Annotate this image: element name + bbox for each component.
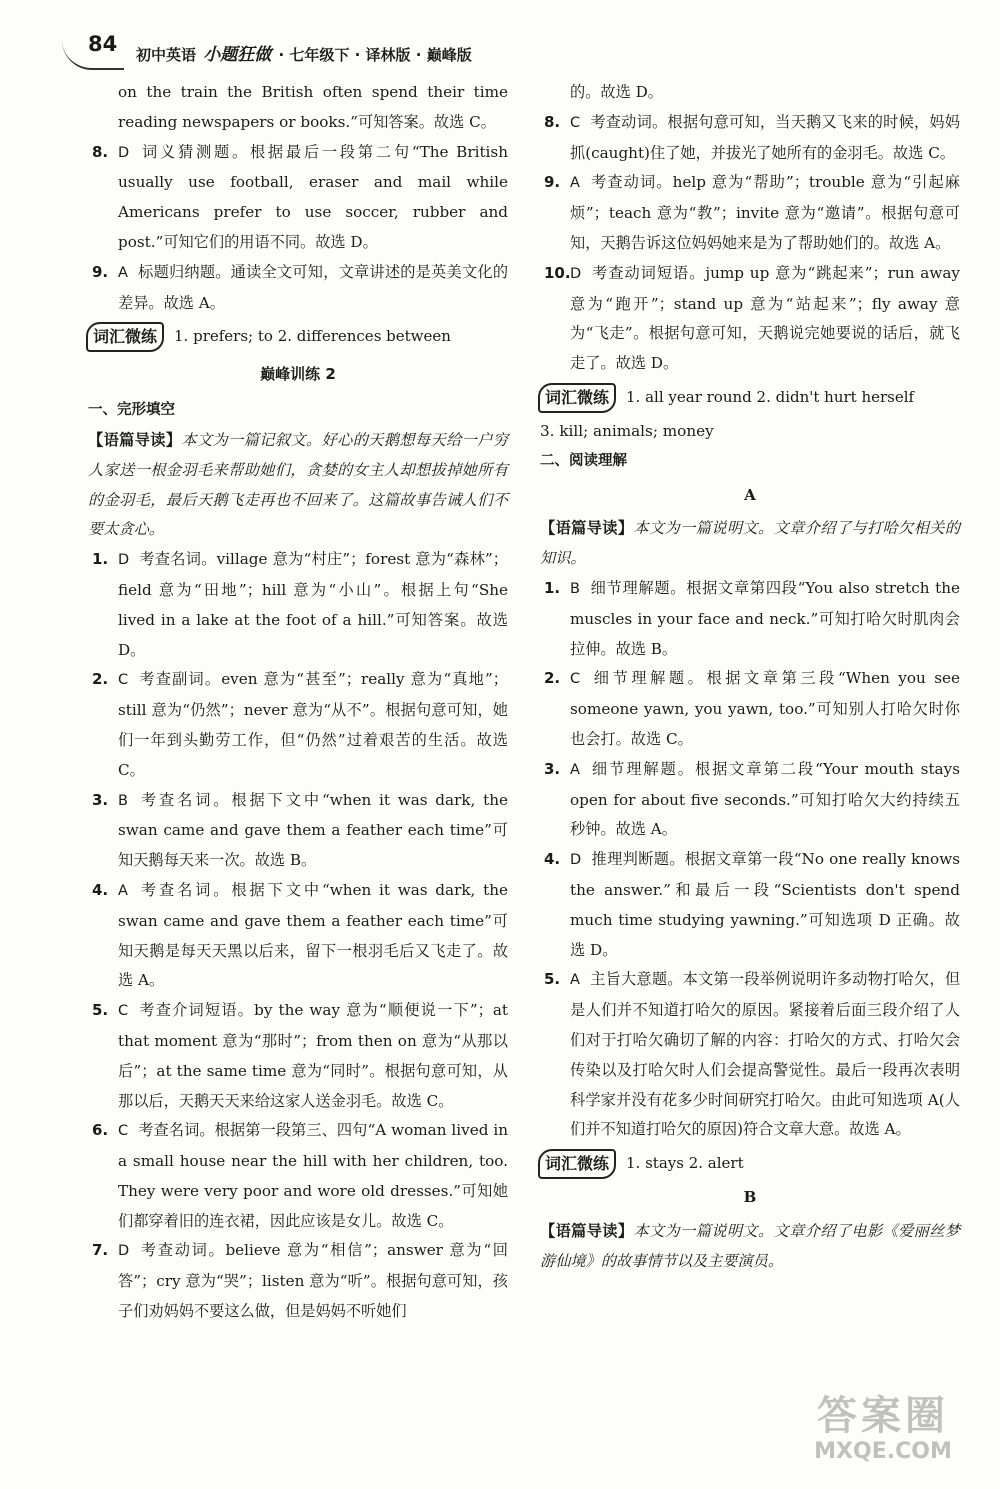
vocab-answers: 1. stays 2. alert [626, 1154, 744, 1173]
item-number: 1. [92, 550, 109, 569]
item-answer: A [118, 882, 128, 899]
vocab-answers: 1. prefers; to 2. differences between [174, 327, 451, 346]
guide-label: 【语篇导读】 [540, 519, 634, 538]
item-answer: D [118, 1243, 130, 1260]
continued-text: on the train the British often spend their time reading newspapers or books.”可知答案。故选 C。 [118, 83, 508, 131]
item-number: 1. [544, 578, 561, 597]
item-explanation: 考查名词。根据第一段第三、四句“A woman lived in a small house near the hill with her children, too. They were very poor and wore old dresses.”可知她们都穿着旧的连衣裙，因此应该是女儿。故选 C。 [118, 1121, 508, 1230]
left-column [88, 78, 508, 1327]
item-explanation: 考查介词短语。by the way 意为“顺便说一下”；at that moment 意为“那时”；from then on 意为“从那以后”；at the same time 意为“同时”。根据句意可知，从那以后，天鹅天天来给这家人送金羽毛。故选 C。 [118, 1001, 508, 1110]
item-number: 2. [92, 670, 109, 689]
vocab-practice [538, 383, 960, 413]
item-number: 4. [544, 850, 561, 869]
header-brand: 小题狂做 [203, 45, 272, 65]
item-number: 9. [544, 173, 561, 192]
item-number: 9. [92, 262, 109, 281]
guide-label: 【语篇导读】 [540, 1221, 634, 1240]
item-answer: A [570, 972, 580, 989]
item-answer: A [570, 761, 580, 778]
item-explanation: 考查名词。根据下文中“when it was dark, the swan came and gave them a feather each time”可知天鹅每天来一次。故选 B。 [118, 790, 508, 870]
item-explanation: 考查副词。even 意为“甚至”；really 意为“真地”；still 意为“仍然”；never 意为“从不”。根据句意可知，她们一年到头勤劳工作，但“仍然”过着艰苦的生活。故选 C。 [118, 670, 508, 779]
item-answer: C [570, 114, 581, 131]
item-explanation: 推理判断题。根据文章第一段“No one really knows the answer.”和最后一段“Scientists don't spend much time studying yawning.”可知选项 D 正确。故选 D。 [570, 850, 960, 959]
item-number: 8. [92, 142, 109, 161]
item-number: 6. [92, 1121, 109, 1140]
passage-label: A [744, 485, 756, 504]
item-explanation: 细节理解题。根据文章第二段“Your mouth stays open for about five seconds.”可知打哈欠大约持续五秒钟。故选 A。 [570, 759, 960, 839]
item-explanation: 考查动词短语。jump up 意为“跳起来”；run away 意为“跑开”；stand up 意为“站起来”；fly away 意为“飞走”。根据句意可知，天鹅说完她要说的话后，就飞走了。故选 D。 [570, 263, 960, 373]
watermark-bottom-text: MXQE.COM [814, 1439, 952, 1464]
answer-item [88, 545, 508, 665]
guide-text: 本文为一篇说明文。文章介绍了电影《爱丽丝梦游仙境》的故事情节以及主要演员。 [540, 1221, 961, 1270]
item-answer: D [118, 144, 130, 161]
answer-item [540, 574, 960, 664]
passage-label: B [743, 1188, 757, 1207]
item-number: 7. [92, 1241, 109, 1260]
guide-text: 本文为一篇说明文。文章介绍了与打哈欠相关的知识。 [540, 519, 961, 568]
vocab-practice [538, 1149, 960, 1179]
section-heading: 一、完形填空 [88, 402, 175, 419]
right-column [540, 78, 960, 1276]
item-answer: C [118, 1123, 129, 1140]
item-number: 5. [92, 1001, 109, 1020]
item-explanation: 主旨大意题。本文第一段举例说明许多动物打哈欠，但是人们并不知道打哈欠的原因。紧接着后面三段介绍了人们对于打哈欠确切了解的内容：打哈欠的方式、打哈欠会传染以及打哈欠时人们会提高警觉性。最后一段再次表明科学家并没有花多少时间研究打哈欠。由此可知选项 A(人们并不知道打哈欠的原因)符合文章大意。故选 A。 [570, 970, 960, 1139]
header-edition: · 七年级下 · 译林版 · 巅峰版 [278, 46, 472, 64]
practice-title: 巅峰训练 2 [260, 365, 336, 384]
answer-item [88, 665, 508, 785]
passage-guide [540, 1217, 960, 1277]
vocab-badge: 词汇微练 [538, 383, 616, 413]
item-answer: A [118, 264, 128, 281]
passage-guide [88, 426, 508, 545]
item-answer: D [570, 852, 582, 869]
item-answer: C [570, 671, 581, 688]
item-number: 5. [544, 970, 561, 989]
vocab-badge: 词汇微练 [86, 322, 164, 352]
answer-item [540, 259, 960, 379]
item-answer: C [118, 672, 129, 689]
page-header [60, 28, 960, 80]
answer-item [88, 138, 508, 258]
guide-label: 【语篇导读】 [88, 430, 182, 449]
answer-item [88, 786, 508, 876]
item-explanation: 细节理解题。根据文章第四段“You also stretch the muscles in your face and neck.”可知打哈欠时肌肉会拉伸。故选 B。 [570, 578, 960, 658]
continued-text: 的。故选 D。 [570, 83, 663, 101]
answer-item [88, 258, 508, 319]
passage-guide [540, 514, 960, 574]
item-answer: D [118, 552, 130, 569]
answer-item [540, 168, 960, 258]
item-answer: B [570, 580, 580, 597]
answer-item [540, 108, 960, 169]
header-subject: 初中英语 [136, 46, 197, 64]
answer-item [88, 876, 508, 996]
vocab-badge: 词汇微练 [538, 1149, 616, 1179]
item-number: 2. [544, 669, 561, 688]
answer-item [540, 664, 960, 754]
item-explanation: 考查动词。根据句意可知，当天鹅又飞来的时候，妈妈抓(caught)住了她，并拔光了她所有的金羽毛。故选 C。 [570, 112, 960, 162]
vocab-answers-line: 3. kill; animals; money [540, 421, 714, 440]
item-number: 8. [544, 112, 561, 131]
page-number: 84 [88, 32, 118, 56]
item-number: 3. [544, 759, 561, 778]
watermark-top-text: 答案圈 [817, 1393, 949, 1439]
answer-item [88, 996, 508, 1116]
section-heading: 二、阅读理解 [540, 452, 627, 469]
answer-item [540, 965, 960, 1145]
answer-item [540, 755, 960, 845]
item-number: 3. [92, 790, 109, 809]
item-explanation: 细节理解题。根据文章第三段“When you see someone yawn, you yawn, too.”可知别人打哈欠时你也会打。故选 C。 [570, 669, 960, 748]
item-explanation: 标题归纳题。通读全文可知，文章讲述的是英美文化的差异。故选 A。 [118, 262, 508, 312]
item-explanation: 考查动词。believe 意为“相信”；answer 意为“回答”；cry 意为“哭”；listen 意为“听”。根据句意可知，孩子们劝妈妈不要这么做，但是妈妈不听她们 [118, 1241, 508, 1321]
vocab-practice [86, 322, 508, 352]
item-answer: B [118, 792, 128, 809]
item-number: 4. [92, 880, 109, 899]
item-number: 10. [544, 263, 571, 282]
answer-item [540, 845, 960, 965]
watermark-logo [798, 1393, 968, 1469]
answer-item [88, 1116, 508, 1236]
item-explanation: 考查名词。根据下文中“when it was dark, the swan came and gave them a feather each time”可知天鹅是每天天黑以后来，留下一根羽毛后又飞走了。故选 A。 [118, 880, 508, 990]
answer-item [88, 1236, 508, 1326]
item-answer: A [570, 175, 580, 192]
guide-text: 本文为一篇记叙文。好心的天鹅想每天给一户穷人家送一根金羽毛来帮助她们，贪婪的女主人却想拔掉她所有的金羽毛，最后天鹅飞走再也不回来了。这篇故事告诫人们不要太贪心。 [88, 430, 509, 539]
item-explanation: 考查动词。help 意为“帮助”；trouble 意为“引起麻烦”；teach 意为“教”；invite 意为“邀请”。根据句意可知，天鹅告诉这位妈妈她来是为了帮助她们的。故选 A。 [570, 173, 960, 252]
item-answer: C [118, 1003, 129, 1020]
vocab-answers: 1. all year round 2. didn't hurt herself [626, 388, 915, 407]
item-explanation: 考查名词。village 意为“村庄”；forest 意为“森林”；field 意为“田地”；hill 意为“小山”。根据上句“She lived in a lake at the foot of a hill.”可知答案。故选 D。 [118, 550, 508, 659]
item-answer: D [570, 265, 582, 282]
item-explanation: 词义猜测题。根据最后一段第二句“The British usually use football, eraser and mail while Americans prefer to use soccer, rubber and post.”可知它们的用语不同。故选 D。 [118, 142, 508, 251]
header-title [136, 40, 472, 65]
